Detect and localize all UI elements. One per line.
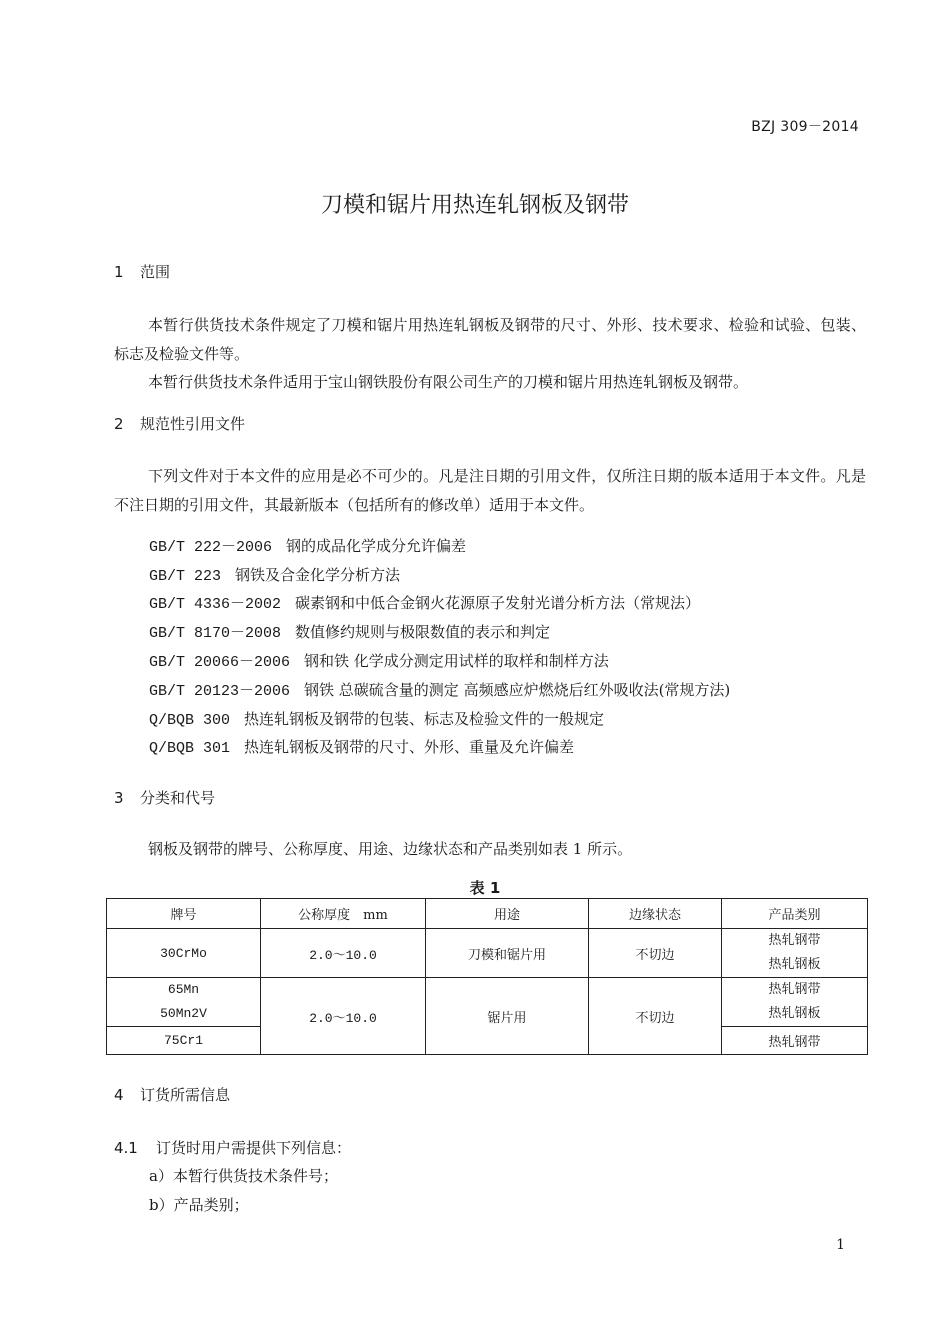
category-value: 热轧钢板: [768, 957, 821, 972]
table-row: [107, 929, 868, 978]
header-cell: 牌号: [107, 899, 261, 929]
reference-item: [149, 650, 609, 671]
section-number: 4: [114, 1086, 124, 1104]
section-1-heading: [114, 261, 170, 282]
thickness-cell: 2.0～10.0: [261, 978, 426, 1055]
category-value: 热轧钢带: [768, 982, 821, 997]
reference-item: [149, 564, 400, 585]
header-cell: 边缘状态: [589, 899, 722, 929]
grade-cell: 30CrMo: [107, 929, 261, 978]
subsection-number: 4.1: [114, 1139, 138, 1157]
usage-cell: 刀模和锯片用: [426, 929, 589, 978]
section-number: 3: [114, 789, 124, 807]
grade-value: 50Mn2V: [160, 1006, 207, 1021]
grade-value: 65Mn: [167, 982, 200, 997]
header-cell: 用途: [426, 899, 589, 929]
reference-title: 钢铁 总碳硫含量的测定 高频感应炉燃烧后红外吸收法(常规方法): [304, 681, 731, 699]
section-title: 分类和代号: [140, 789, 216, 807]
grade-cell: [107, 978, 261, 1027]
reference-title: 钢和铁 化学成分测定用试样的取样和制样方法: [304, 652, 609, 670]
edge-cell: 不切边: [589, 929, 722, 978]
table-header-row: [107, 899, 868, 929]
section-1-paragraph-2: 本暂行供货技术条件适用于宝山钢铁股份有限公司生产的刀模和锯片用热连轧钢板及钢带。: [148, 373, 749, 391]
reference-code: GB/T 8170－2008: [149, 625, 282, 642]
reference-item: [149, 592, 700, 613]
section-3-paragraph-1: 钢板及钢带的牌号、公称厚度、用途、边缘状态和产品类别如表 1 所示。: [148, 840, 633, 858]
category-value: 热轧钢带: [768, 933, 821, 948]
reference-title: 碳素钢和中低合金钢火花源原子发射光谱分析方法（常规法）: [295, 594, 701, 612]
subsection-4-1-heading: [114, 1137, 351, 1158]
category-cell: [722, 929, 868, 978]
specification-table: [106, 898, 868, 1055]
section-number: 2: [114, 415, 124, 433]
section-title: 订货所需信息: [140, 1086, 231, 1104]
section-2-paragraph-1: 下列文件对于本文件的应用是必不可少的。凡是注日期的引用文件，仅所注日期的版本适用于本文件。凡是不注日期的引用文件，其最新版本（包括所有的修改单）适用于本文件。: [114, 467, 866, 514]
reference-code: Q/BQB 300: [149, 712, 231, 729]
document-title: 刀模和锯片用热连轧钢板及钢带: [320, 193, 629, 218]
document-number: BZJ 309－2014: [751, 119, 859, 135]
reference-code: Q/BQB 301: [149, 740, 231, 757]
reference-code: GB/T 20123－2006: [149, 683, 291, 700]
reference-item: [149, 621, 550, 642]
section-4-heading: [114, 1084, 230, 1105]
section-title: 规范性引用文件: [140, 415, 246, 433]
reference-code: GB/T 4336－2002: [149, 596, 282, 613]
edge-cell: 不切边: [589, 978, 722, 1055]
grade-cell: 75Cr1: [107, 1027, 261, 1055]
category-value: 热轧钢板: [768, 1006, 821, 1021]
reference-title: 热连轧钢板及钢带的尺寸、外形、重量及允许偏差: [244, 738, 575, 756]
reference-item: [149, 708, 604, 729]
reference-item: [149, 736, 574, 757]
section-1-paragraph-1: 本暂行供货技术条件规定了刀模和锯片用热连轧钢板及钢带的尺寸、外形、技术要求、检验和试验、包装、标志及检验文件等。: [114, 316, 866, 363]
page-number: 1: [836, 1237, 845, 1253]
usage-cell: 锯片用: [426, 978, 589, 1055]
section-2-heading: [114, 413, 245, 434]
reference-title: 钢的成品化学成分允许偏差: [286, 537, 467, 555]
list-item: b）产品类别；: [149, 1196, 249, 1214]
header-cell: 产品类别: [722, 899, 868, 929]
reference-title: 数值修约规则与极限数值的表示和判定: [295, 623, 551, 641]
list-item: a）本暂行供货技术条件号；: [149, 1167, 338, 1185]
section-3-heading: [114, 787, 215, 808]
reference-item: [149, 679, 730, 700]
table-caption: 表 1: [469, 879, 501, 897]
category-cell: 热轧钢带: [722, 1027, 868, 1055]
subsection-title: 订货时用户需提供下列信息：: [156, 1139, 352, 1157]
reference-title: 钢铁及合金化学分析方法: [235, 566, 401, 584]
thickness-cell: 2.0～10.0: [261, 929, 426, 978]
reference-code: GB/T 223: [149, 568, 222, 585]
section-title: 范围: [140, 263, 171, 281]
reference-code: GB/T 222－2006: [149, 539, 273, 556]
section-number: 1: [114, 263, 124, 281]
header-cell: 公称厚度 mm: [261, 899, 426, 929]
reference-code: GB/T 20066－2006: [149, 654, 291, 671]
reference-title: 热连轧钢板及钢带的包装、标志及检验文件的一般规定: [244, 710, 605, 728]
category-cell: [722, 978, 868, 1027]
table-row: [107, 978, 868, 1027]
reference-item: [149, 535, 466, 556]
